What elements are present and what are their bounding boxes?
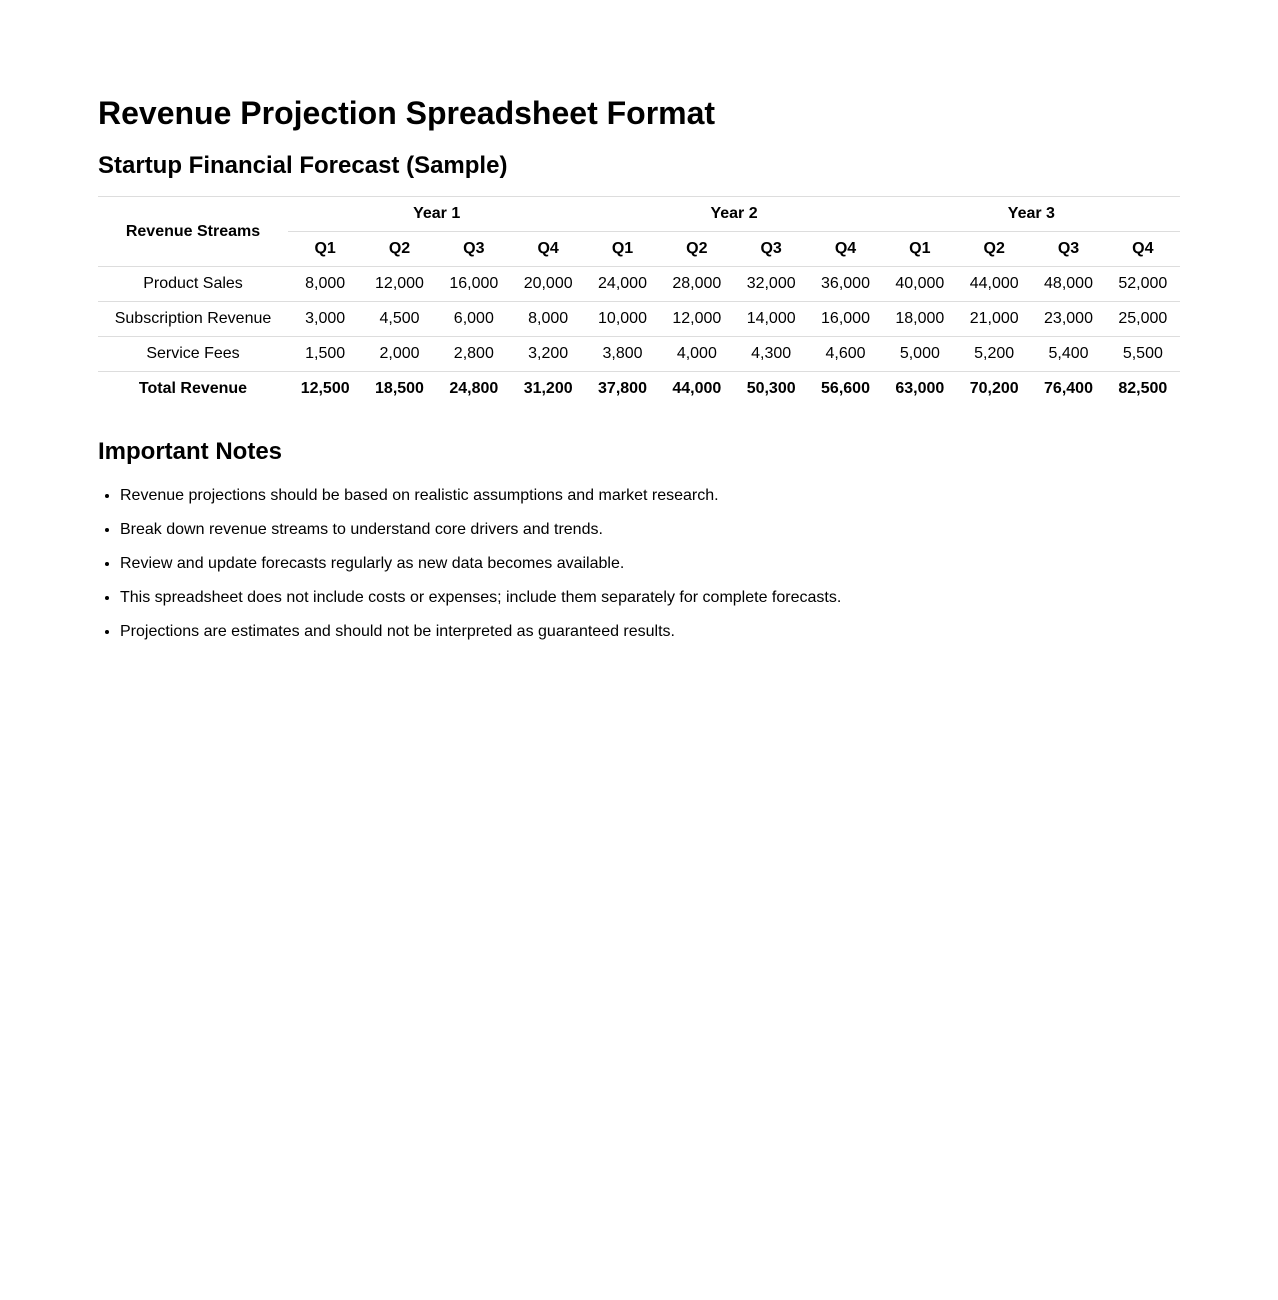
table-cell: 18,000 xyxy=(883,302,957,337)
page-subtitle: Startup Financial Forecast (Sample) xyxy=(98,152,508,179)
quarter-header: Q1 xyxy=(288,232,362,267)
total-cell: 18,500 xyxy=(362,372,436,407)
table-cell: 4,000 xyxy=(660,337,734,372)
table-cell: 40,000 xyxy=(883,267,957,302)
notes-list xyxy=(98,479,1180,649)
table-row-subscription-revenue xyxy=(98,302,1180,337)
quarter-header: Q2 xyxy=(957,232,1031,267)
year-header-row xyxy=(98,197,1180,232)
list-item: • Review and update forecasts regularly as new data becomes available. xyxy=(120,547,1180,581)
total-cell: 76,400 xyxy=(1031,372,1105,407)
table-cell: 21,000 xyxy=(957,302,1031,337)
table-cell: 4,600 xyxy=(808,337,882,372)
table-cell: 4,500 xyxy=(362,302,436,337)
list-item: • This spreadsheet does not include costs or expenses; include them separately for complete forecasts. xyxy=(120,581,1180,615)
quarter-header: Q3 xyxy=(734,232,808,267)
quarter-header: Q2 xyxy=(362,232,436,267)
quarter-header: Q4 xyxy=(1106,232,1180,267)
table-row-product-sales xyxy=(98,267,1180,302)
table-cell: 24,000 xyxy=(585,267,659,302)
table-cell: 10,000 xyxy=(585,302,659,337)
row-label: Subscription Revenue xyxy=(98,302,288,337)
notes-heading: Important Notes xyxy=(98,438,283,465)
total-cell: 82,500 xyxy=(1106,372,1180,407)
total-cell: 44,000 xyxy=(660,372,734,407)
total-cell: 70,200 xyxy=(957,372,1031,407)
table-cell: 5,500 xyxy=(1106,337,1180,372)
total-cell: 24,800 xyxy=(437,372,511,407)
list-item: • Break down revenue streams to understand core drivers and trends. xyxy=(120,513,1180,547)
list-item: • Revenue projections should be based on realistic assumptions and market research. xyxy=(120,479,1180,513)
table-cell: 5,400 xyxy=(1031,337,1105,372)
page-title: Revenue Projection Spreadsheet Format xyxy=(98,95,716,131)
table-cell: 5,200 xyxy=(957,337,1031,372)
quarter-header: Q1 xyxy=(585,232,659,267)
table-cell: 16,000 xyxy=(437,267,511,302)
total-cell: 31,200 xyxy=(511,372,585,407)
table-cell: 44,000 xyxy=(957,267,1031,302)
total-cell: 50,300 xyxy=(734,372,808,407)
table-cell: 3,800 xyxy=(585,337,659,372)
table-cell: 16,000 xyxy=(808,302,882,337)
quarter-header: Q4 xyxy=(808,232,882,267)
total-cell: 37,800 xyxy=(585,372,659,407)
quarter-header: Q4 xyxy=(511,232,585,267)
table-cell: 36,000 xyxy=(808,267,882,302)
table-row-service-fees xyxy=(98,337,1180,372)
row-header-label: Revenue Streams xyxy=(98,197,288,267)
table-cell: 2,000 xyxy=(362,337,436,372)
table-cell: 28,000 xyxy=(660,267,734,302)
quarter-header: Q2 xyxy=(660,232,734,267)
table-cell: 52,000 xyxy=(1106,267,1180,302)
table-cell: 4,300 xyxy=(734,337,808,372)
table-cell: 2,800 xyxy=(437,337,511,372)
table-cell: 12,000 xyxy=(660,302,734,337)
quarter-header: Q1 xyxy=(883,232,957,267)
total-cell: 63,000 xyxy=(883,372,957,407)
table-cell: 48,000 xyxy=(1031,267,1105,302)
row-label: Product Sales xyxy=(98,267,288,302)
year-header: Year 2 xyxy=(585,197,882,232)
table-cell: 32,000 xyxy=(734,267,808,302)
table-cell: 6,000 xyxy=(437,302,511,337)
table-cell: 3,000 xyxy=(288,302,362,337)
table-cell: 8,000 xyxy=(288,267,362,302)
table-cell: 20,000 xyxy=(511,267,585,302)
quarter-header: Q3 xyxy=(1031,232,1105,267)
year-header: Year 3 xyxy=(883,197,1180,232)
table-cell: 3,200 xyxy=(511,337,585,372)
table-cell: 14,000 xyxy=(734,302,808,337)
table-cell: 25,000 xyxy=(1106,302,1180,337)
total-cell: 56,600 xyxy=(808,372,882,407)
year-header: Year 1 xyxy=(288,197,585,232)
quarter-header: Q3 xyxy=(437,232,511,267)
list-item: • Projections are estimates and should not be interpreted as guaranteed results. xyxy=(120,615,1180,649)
total-cell: 12,500 xyxy=(288,372,362,407)
row-label: Service Fees xyxy=(98,337,288,372)
table-cell: 12,000 xyxy=(362,267,436,302)
row-label: Total Revenue xyxy=(98,372,288,407)
table-cell: 23,000 xyxy=(1031,302,1105,337)
table-row-total-revenue xyxy=(98,372,1180,407)
table-cell: 8,000 xyxy=(511,302,585,337)
revenue-table xyxy=(98,196,1180,406)
table-cell: 1,500 xyxy=(288,337,362,372)
table-cell: 5,000 xyxy=(883,337,957,372)
